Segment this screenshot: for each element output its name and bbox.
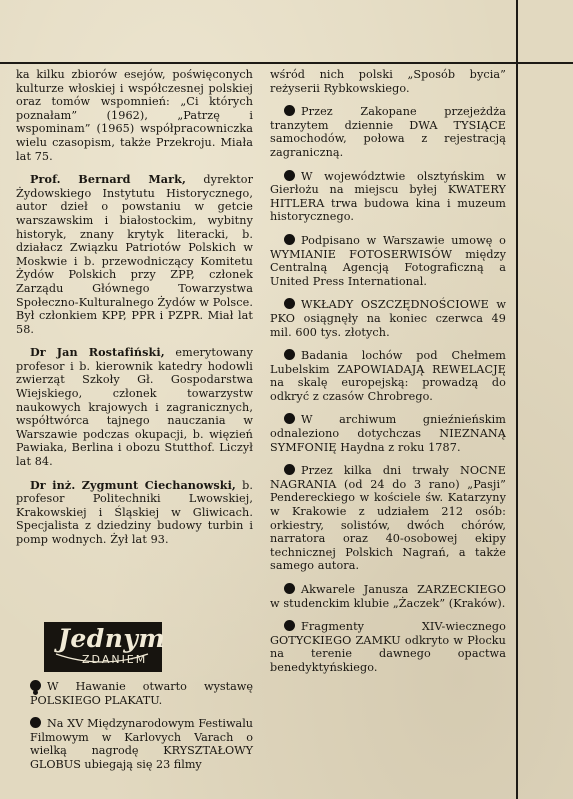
bullet-icon: [284, 105, 295, 116]
obituary-entry: [16, 479, 253, 547]
news-item: Przez kilka dni trwały NOCNE NAGRANIA (od 24 do 3 rano) „Pasji” Pendereckiego w kościele św. Katarzyny w Krakowie z udziałem 212 osób: orkiestry, solistów, dwóch chórów, narratora oraz 40-osobowej ekipy technicznej Polskich Nagrań, a także samego autora.: [270, 464, 506, 573]
news-item: Przez Zakopane przejeżdża tranzytem dziennie DWA TYSIĄCE samochodów, połowa z rejestracją zagraniczną.: [270, 105, 506, 159]
obituary-entry: [16, 173, 253, 336]
obituary-name: Dr Jan Rostafiński,: [30, 345, 165, 360]
left-news: [16, 680, 253, 782]
news-item: WKŁADY OSZCZĘDNOŚCIOWE w PKO osiągnęły na koniec czerwca 49 mil. 600 tys. złotych.: [270, 298, 506, 339]
bullet-icon: [284, 413, 295, 424]
header-rule: [0, 0, 573, 64]
obituary-text: emerytowany profesor i b. kierownik katedry hodowli zwierząt Szkoły Gł. Gospodarstwa Wiejskiego, członek towarzystw naukowych krajowych i zagranicznych, współtwórca tajnego nauczania w Warszawie podczas okupacji, b. więzień Pawiaka, Berlina i obozu Stutthof. Liczył lat 84.: [16, 346, 254, 469]
news-item: W województwie olsztyńskim w Gierłożu na miejscu byłej KWATERY HITLERA trwa budowa kina i muzeum historycznego.: [270, 169, 506, 224]
obituary-entry: ka kilku zbiorów esejów, poświęconych kulturze włoskiej i współczesnej polskiej oraz tomów wspomnień: „Ci których poznałam” (1962), „Patrzę i wspominam” (1965) współpracowniczka wielu czasopism, także Przekroju. Miała lat 75.: [16, 68, 253, 163]
bullet-icon: [284, 620, 295, 631]
bullet-icon: [284, 464, 295, 475]
obituary-text: dyrektor Żydowskiego Instytutu Historycznego, autor dzieł o powstaniu w getcie warszawskim i białostockim, wybitny historyk, znany krytyk literacki, b. działacz Związku Patriotów Polskich w Moskwie i b. przewodniczący Komitetu Żydów Polskich przy ZPP, członek Zarządu Głównego Towarzystwa Społeczno-Kulturalnego Żydów w Polsce. Był członkiem KPP, PPR i PZPR. Miał lat 58.: [16, 173, 254, 336]
obituary-name: Dr inż. Zygmunt Ciechanowski,: [30, 477, 236, 492]
bullet-icon: [284, 298, 295, 309]
bullet-icon: [284, 583, 295, 594]
news-item: Badania lochów pod Chełmem Lubelskim ZAPOWIADAJĄ REWELACJĘ na skalę europejską: prowadzą do odkryć z czasów Chrobrego.: [270, 349, 506, 403]
news-item: Fragmenty XIV-wiecznego GOTYCKIEGO ZAMKU odkryto w Płocku na terenie dawnego opactwa benedyktyńskiego.: [270, 620, 506, 674]
bullet-icon: [284, 349, 295, 360]
news-item: W archiwum gnieźnieńskim odnaleziono dotychczas NIEZNANĄ SYMFONIĘ Haydna z roku 1787.: [270, 413, 506, 454]
bullet-icon: [284, 234, 295, 245]
obituary-text: b. profesor Politechniki Lwowskiej, Krakowskiej i Śląskiej w Gliwicach. Specjalista z dziedziny budowy turbin i pomp wodnych. Żył lat 93.: [16, 478, 254, 546]
column-rule: [516, 0, 518, 799]
obituary-entry: [16, 346, 253, 468]
news-item: Akwarele Janusza ZARZECKIEGO w studenckim klubie „Żaczek” (Kraków).: [270, 583, 506, 610]
bullet-icon: [30, 680, 41, 691]
logo-word: Jednym: [58, 624, 166, 653]
news-item: wśród nich polski „Sposób bycia” reżyserii Rybkowskiego.: [270, 68, 506, 95]
bullet-icon: [30, 717, 41, 728]
news-item: W Hawanie otwarto wystawę POLSKIEGO PLAKATU.: [30, 680, 253, 707]
news-item: Na XV Międzynarodowym Festiwalu Filmowym w Karlovych Varach o wielką nagrodę KRYSZTAŁOWY GLOBUS ubiegają się 23 filmy: [30, 717, 253, 771]
left-column: [16, 68, 253, 557]
logo-subtitle: ZDANIEM: [82, 653, 148, 666]
bullet-icon: [284, 170, 295, 181]
right-column: [270, 68, 506, 685]
jednym-zdaniem-logo: [44, 622, 166, 672]
news-item: Podpisano w Warszawie umowę o WYMIANIE FOTOSERWISÓW między Centralną Agencją Fotograficzną a United Press International.: [270, 233, 506, 288]
obituary-name: Prof. Bernard Mark,: [30, 172, 186, 187]
